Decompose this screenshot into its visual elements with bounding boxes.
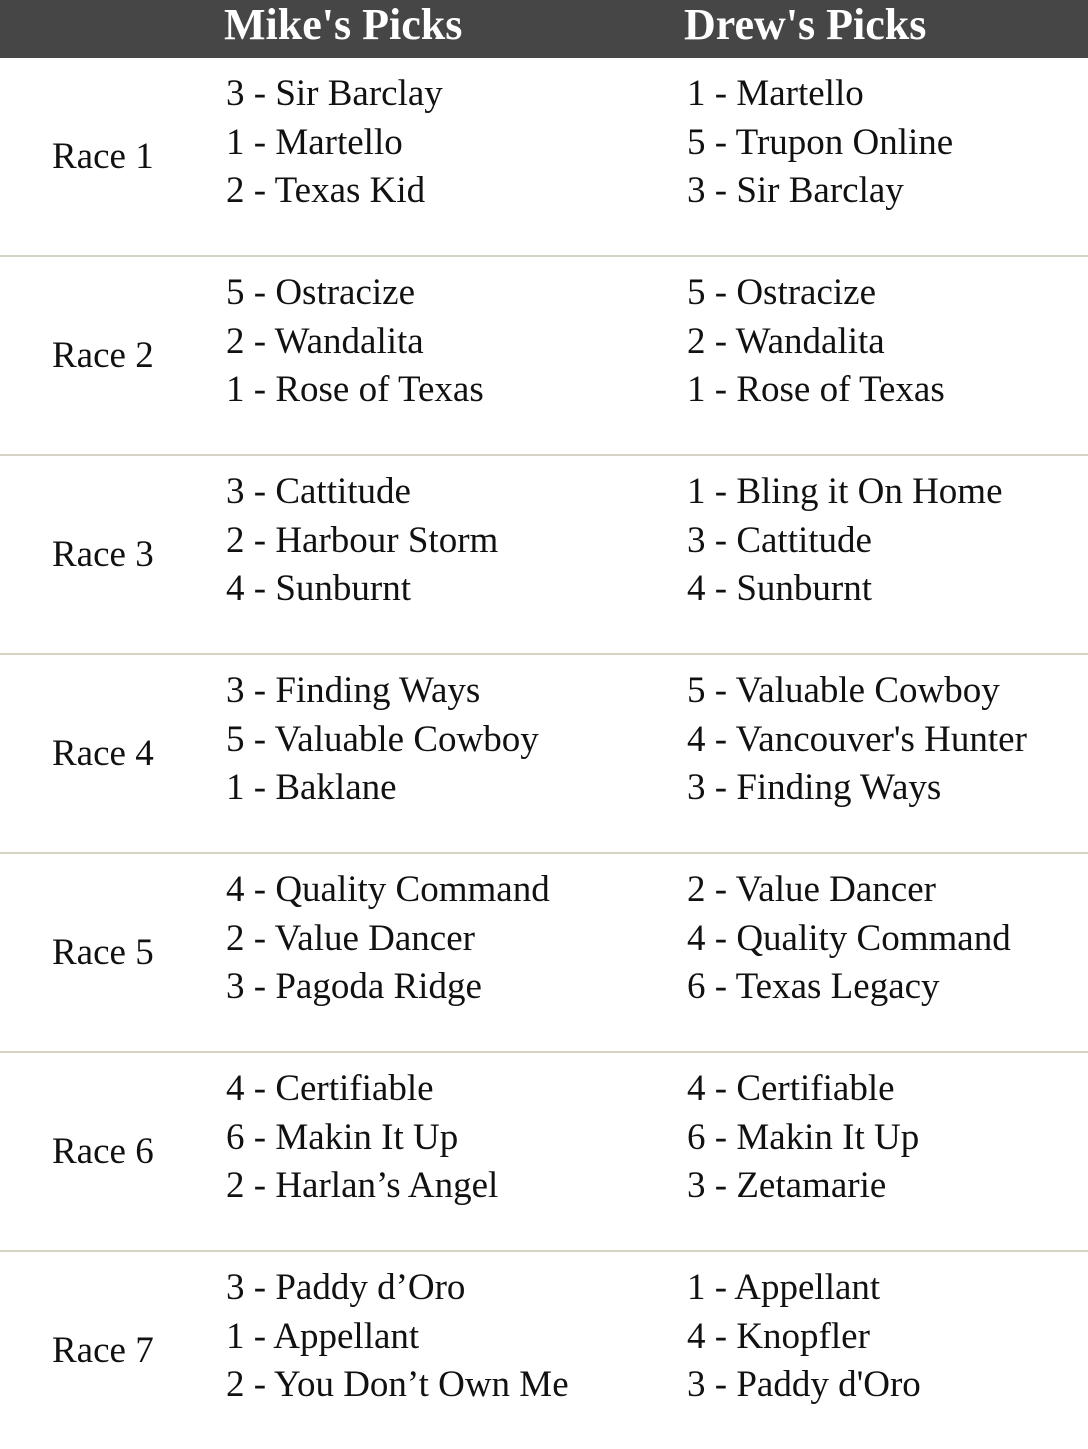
race-row [0,257,1088,456]
mike-pick: 2 - Wandalita [226,320,424,362]
race-row [0,58,1088,257]
race-row [0,1252,1088,1449]
drew-pick: 5 - Ostracize [687,272,877,313]
race-row [0,655,1088,854]
race-row [0,854,1088,1053]
mike-pick: 3 - Sir Barclay [226,73,443,114]
race-label: Race 5 [52,932,154,973]
drew-picks-list [687,866,1011,1012]
mike-picks-list [226,468,498,614]
drew-pick: 3 - Cattitude [687,519,872,561]
mike-pick: 1 - Appellant [226,1315,420,1357]
mike-picks-list [226,667,539,813]
drew-picks-list [687,468,1003,614]
header-drews-picks: Drew's Picks [684,0,927,49]
drew-pick: 3 - Finding Ways [687,767,942,808]
race-label: Race 4 [52,733,154,774]
mike-pick: 2 - Texas Kid [226,170,426,211]
mike-pick: 4 - Quality Command [226,869,550,910]
mike-pick: 1 - Rose of Texas [226,369,484,410]
race-label: Race 1 [52,136,154,177]
race-label: Race 6 [52,1131,154,1172]
drew-pick: 1 - Appellant [687,1267,881,1308]
drew-picks-list [687,1264,921,1410]
mike-pick: 1 - Baklane [226,767,397,808]
mike-pick: 2 - You Don’t Own Me [226,1364,569,1405]
mike-pick: 2 - Value Dancer [226,917,475,959]
mike-pick: 3 - Paddy d’Oro [226,1267,466,1308]
mike-pick: 3 - Finding Ways [226,670,481,711]
mike-pick: 4 - Sunburnt [226,568,411,609]
mike-pick: 3 - Pagoda Ridge [226,966,482,1007]
drew-pick: 2 - Value Dancer [687,869,936,910]
mike-pick: 4 - Certifiable [226,1068,434,1109]
race-row [0,1053,1088,1252]
drew-pick: 5 - Valuable Cowboy [687,670,1000,711]
mike-picks-list [226,1065,498,1211]
mike-picks-list [226,70,443,216]
drew-pick: 1 - Martello [687,73,864,114]
mike-pick: 5 - Ostracize [226,272,416,313]
mike-pick: 3 - Cattitude [226,471,411,512]
race-label: Race 7 [52,1330,154,1371]
mike-picks-list [226,269,484,415]
mike-pick: 1 - Martello [226,121,403,163]
mike-pick: 2 - Harlan’s Angel [226,1165,499,1206]
drew-picks-list [687,70,953,216]
header-mikes-picks: Mike's Picks [224,0,463,49]
drew-pick: 6 - Texas Legacy [687,966,940,1007]
drew-pick: 2 - Wandalita [687,320,885,362]
mike-pick: 5 - Valuable Cowboy [226,718,539,760]
table-header [0,0,1088,58]
drew-pick: 3 - Sir Barclay [687,170,904,211]
race-label: Race 2 [52,335,154,376]
drew-pick: 5 - Trupon Online [687,121,954,163]
drew-pick: 3 - Zetamarie [687,1165,887,1206]
race-row [0,456,1088,655]
mike-picks-list [226,1264,569,1410]
drew-picks-list [687,1065,919,1211]
drew-pick: 4 - Quality Command [687,917,1011,959]
drew-pick: 1 - Rose of Texas [687,369,945,410]
mike-pick: 2 - Harbour Storm [226,519,499,561]
drew-pick: 4 - Certifiable [687,1068,895,1109]
drew-picks-list [687,667,1027,813]
mike-pick: 6 - Makin It Up [226,1116,459,1158]
drew-pick: 4 - Knopfler [687,1315,870,1357]
drew-pick: 6 - Makin It Up [687,1116,920,1158]
drew-pick: 4 - Vancouver's Hunter [687,718,1027,760]
race-label: Race 3 [52,534,154,575]
mike-picks-list [226,866,550,1012]
drew-picks-list [687,269,945,415]
drew-pick: 3 - Paddy d'Oro [687,1364,921,1405]
drew-pick: 1 - Bling it On Home [687,471,1003,512]
drew-pick: 4 - Sunburnt [687,568,872,609]
